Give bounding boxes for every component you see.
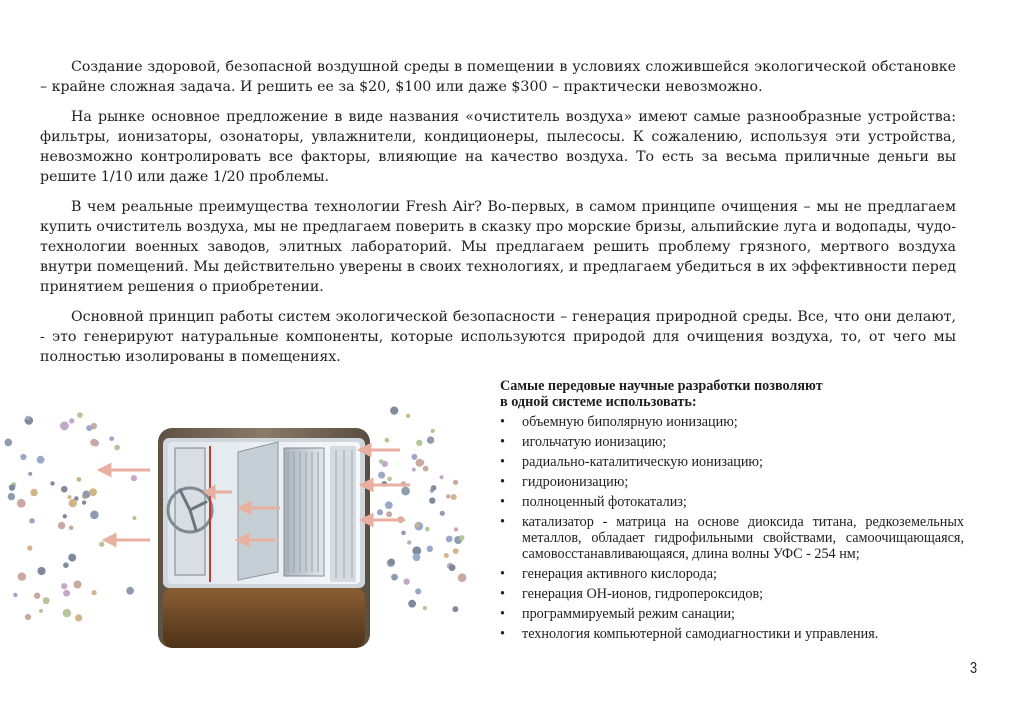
air-particle (385, 438, 390, 443)
air-particle (86, 425, 92, 431)
air-particle (446, 494, 450, 498)
bullet-icon: • (500, 414, 505, 430)
list-item (500, 414, 964, 430)
air-particle (401, 531, 406, 536)
air-particle (444, 553, 449, 558)
air-particle (18, 572, 26, 580)
air-particle (75, 614, 82, 621)
air-particle (9, 484, 15, 490)
air-particle (403, 578, 409, 584)
air-particle (68, 495, 72, 499)
list-item-text: полноценный фотокатализ; (522, 494, 687, 510)
list-item-text: игольчатую ионизацию; (522, 434, 667, 450)
air-particle (109, 436, 114, 441)
air-particle (126, 587, 134, 595)
air-particle (50, 481, 54, 485)
air-particle (454, 527, 458, 531)
air-purifier-illustration (0, 390, 470, 670)
air-particle (83, 491, 91, 499)
air-particle (387, 477, 392, 482)
paragraph-3: В чем реальные преимущества технологии Fresh Air? Во-первых, в самом принципе очищения – мы не предлагаем купить очиститель воздуха, мы не предлагаем поверить в сказку про морские бризы, альпийские луга и водопады, чудо-технологии военных заводов, элитных лабораторий. Мы предлагаем решить проблему грязного, мертвого воздуха внутри помещений. Мы действительно уверены в своих технологиях, и предлагаем убедиться в их эффективности перед принятием решения о приобретении. (40, 199, 956, 295)
air-particle (431, 485, 436, 490)
air-particle (411, 454, 417, 460)
page-number: 3 (970, 660, 978, 677)
air-particle (25, 614, 31, 620)
list-item (500, 606, 964, 622)
air-particle (449, 564, 456, 571)
air-particle (377, 509, 383, 515)
air-particle (114, 445, 120, 451)
air-particle (382, 461, 388, 467)
air-particle (43, 597, 50, 604)
bullet-icon: • (500, 434, 505, 450)
bullet-icon: • (500, 626, 505, 642)
list-item (500, 494, 964, 510)
air-particle (406, 414, 410, 418)
air-particle (453, 548, 459, 554)
list-item-text: объемную биполярную ионизацию; (522, 414, 738, 430)
air-particle (82, 500, 86, 504)
air-particle (412, 468, 416, 472)
air-particle (61, 583, 67, 589)
features-heading-line-2: в одной системе использовать: (500, 394, 697, 410)
air-particle (390, 407, 398, 415)
air-particle (77, 477, 82, 482)
air-particle (92, 590, 97, 595)
air-particle (431, 429, 435, 433)
air-particle (69, 499, 77, 507)
air-particle (401, 487, 410, 496)
air-particle (427, 436, 434, 443)
air-particle (407, 540, 411, 544)
air-particle (26, 416, 30, 420)
air-particle (61, 486, 68, 493)
air-particle (37, 567, 45, 575)
air-particle (385, 501, 393, 509)
air-particle (29, 518, 35, 524)
air-particle (416, 459, 424, 467)
list-item (500, 474, 964, 490)
air-particle (427, 546, 433, 552)
air-particle (8, 493, 15, 500)
air-particle (416, 523, 420, 527)
air-particle (69, 526, 74, 531)
air-particle (423, 606, 427, 610)
air-particle (429, 497, 435, 503)
list-item (500, 586, 964, 602)
air-particle (415, 588, 421, 594)
air-particle (73, 580, 81, 588)
air-particle (28, 472, 32, 476)
air-particle (425, 527, 430, 532)
features-block (500, 378, 964, 646)
air-particle (37, 456, 45, 464)
list-item-text: радиально-каталитическую ионизацию; (522, 454, 763, 470)
air-particle (27, 546, 32, 551)
purifier-base (163, 588, 365, 648)
bullet-icon: • (500, 474, 505, 490)
air-particle (440, 511, 445, 516)
paragraph-2: На рынке основное предложение в виде названия «очиститель воздуха» имеют самые разнообразные устройства: фильтры, ионизаторы, озонаторы, увлажнители, кондиционеры, пылесосы. К сожалению, используя эти устройства, невозможно контролировать все факторы, влияющие на качество воздуха. То есть за весьма приличные деньги вы решите 1/10 или даже 1/20 проблемы. (40, 109, 956, 185)
paragraph-4: Основной принцип работы систем экологической безопасности – генерация природной среды. Все, что они делают, - это генерируют натуральные компоненты, которые используются природой для очищения воздуха, то, от чего мы полностью изолированы в помещениях. (40, 309, 956, 365)
list-item-text: генерация ОН-ионов, гидропероксидов; (522, 586, 764, 602)
list-item-text: гидроионизацию; (522, 474, 629, 490)
bullet-icon: • (500, 566, 505, 582)
bullet-icon: • (500, 454, 505, 470)
air-particle (20, 454, 26, 460)
list-item (500, 566, 964, 582)
air-particle (63, 562, 69, 568)
bullet-icon: • (500, 514, 505, 530)
air-particle (63, 609, 71, 617)
air-particle (446, 536, 453, 543)
air-particle (90, 439, 97, 446)
air-particle (77, 412, 83, 418)
bullet-icon: • (500, 494, 505, 510)
list-item-text: программируемый режим санации; (522, 606, 735, 622)
air-particle (423, 466, 429, 472)
air-particle (99, 542, 104, 547)
features-heading (500, 378, 964, 410)
air-particle (5, 439, 13, 447)
list-item (500, 434, 964, 450)
air-particle (13, 593, 17, 597)
features-list (500, 414, 964, 642)
air-particle (458, 573, 467, 582)
air-particle (131, 475, 137, 481)
body-text (40, 57, 956, 377)
list-item (500, 514, 964, 562)
air-particle (34, 593, 40, 599)
air-particle (388, 559, 395, 566)
air-particle (68, 554, 76, 562)
list-item (500, 626, 964, 642)
air-particle (453, 480, 458, 485)
air-particle (60, 421, 69, 430)
list-item-text: технология компьютерной самодиагностики и управления. (522, 626, 879, 642)
air-particle (89, 488, 97, 496)
air-particle (386, 511, 392, 517)
air-particle (416, 440, 422, 446)
features-heading-line-1: Самые передовые научные разработки позволяют (500, 378, 823, 394)
list-item (500, 454, 964, 470)
bullet-icon: • (500, 586, 505, 602)
air-particle (452, 606, 458, 612)
air-particle (69, 418, 74, 423)
air-particle (132, 516, 136, 520)
air-particle (413, 553, 421, 561)
air-particle (378, 472, 385, 479)
air-particle (63, 514, 67, 518)
air-particle (30, 489, 37, 496)
purifier-case (158, 428, 370, 648)
air-particle (459, 535, 465, 541)
list-item-text: катализатор - матрица на основе диоксида титана, редкоземельных металлов, обладает гидрофильными свойствами, самоочищающаяся, самовосстанавливающаяся, длина волны УФС - 254 нм; (522, 514, 964, 562)
paragraph-1: Создание здоровой, безопасной воздушной среды в помещении в условиях сложившейся экологической обстановке – крайне сложная задача. И решить ее за $20, $100 или даже $300 – практически невозможно. (40, 59, 956, 95)
air-particle (63, 590, 70, 597)
air-particle (17, 499, 26, 508)
bullet-icon: • (500, 606, 505, 622)
air-particle (391, 574, 398, 581)
air-particle (58, 522, 65, 529)
air-particle (90, 511, 99, 520)
air-particle (39, 609, 43, 613)
air-particle (440, 475, 444, 479)
air-particle (451, 494, 457, 500)
air-particle (408, 600, 416, 608)
list-item-text: генерация активного кислорода; (522, 566, 717, 582)
